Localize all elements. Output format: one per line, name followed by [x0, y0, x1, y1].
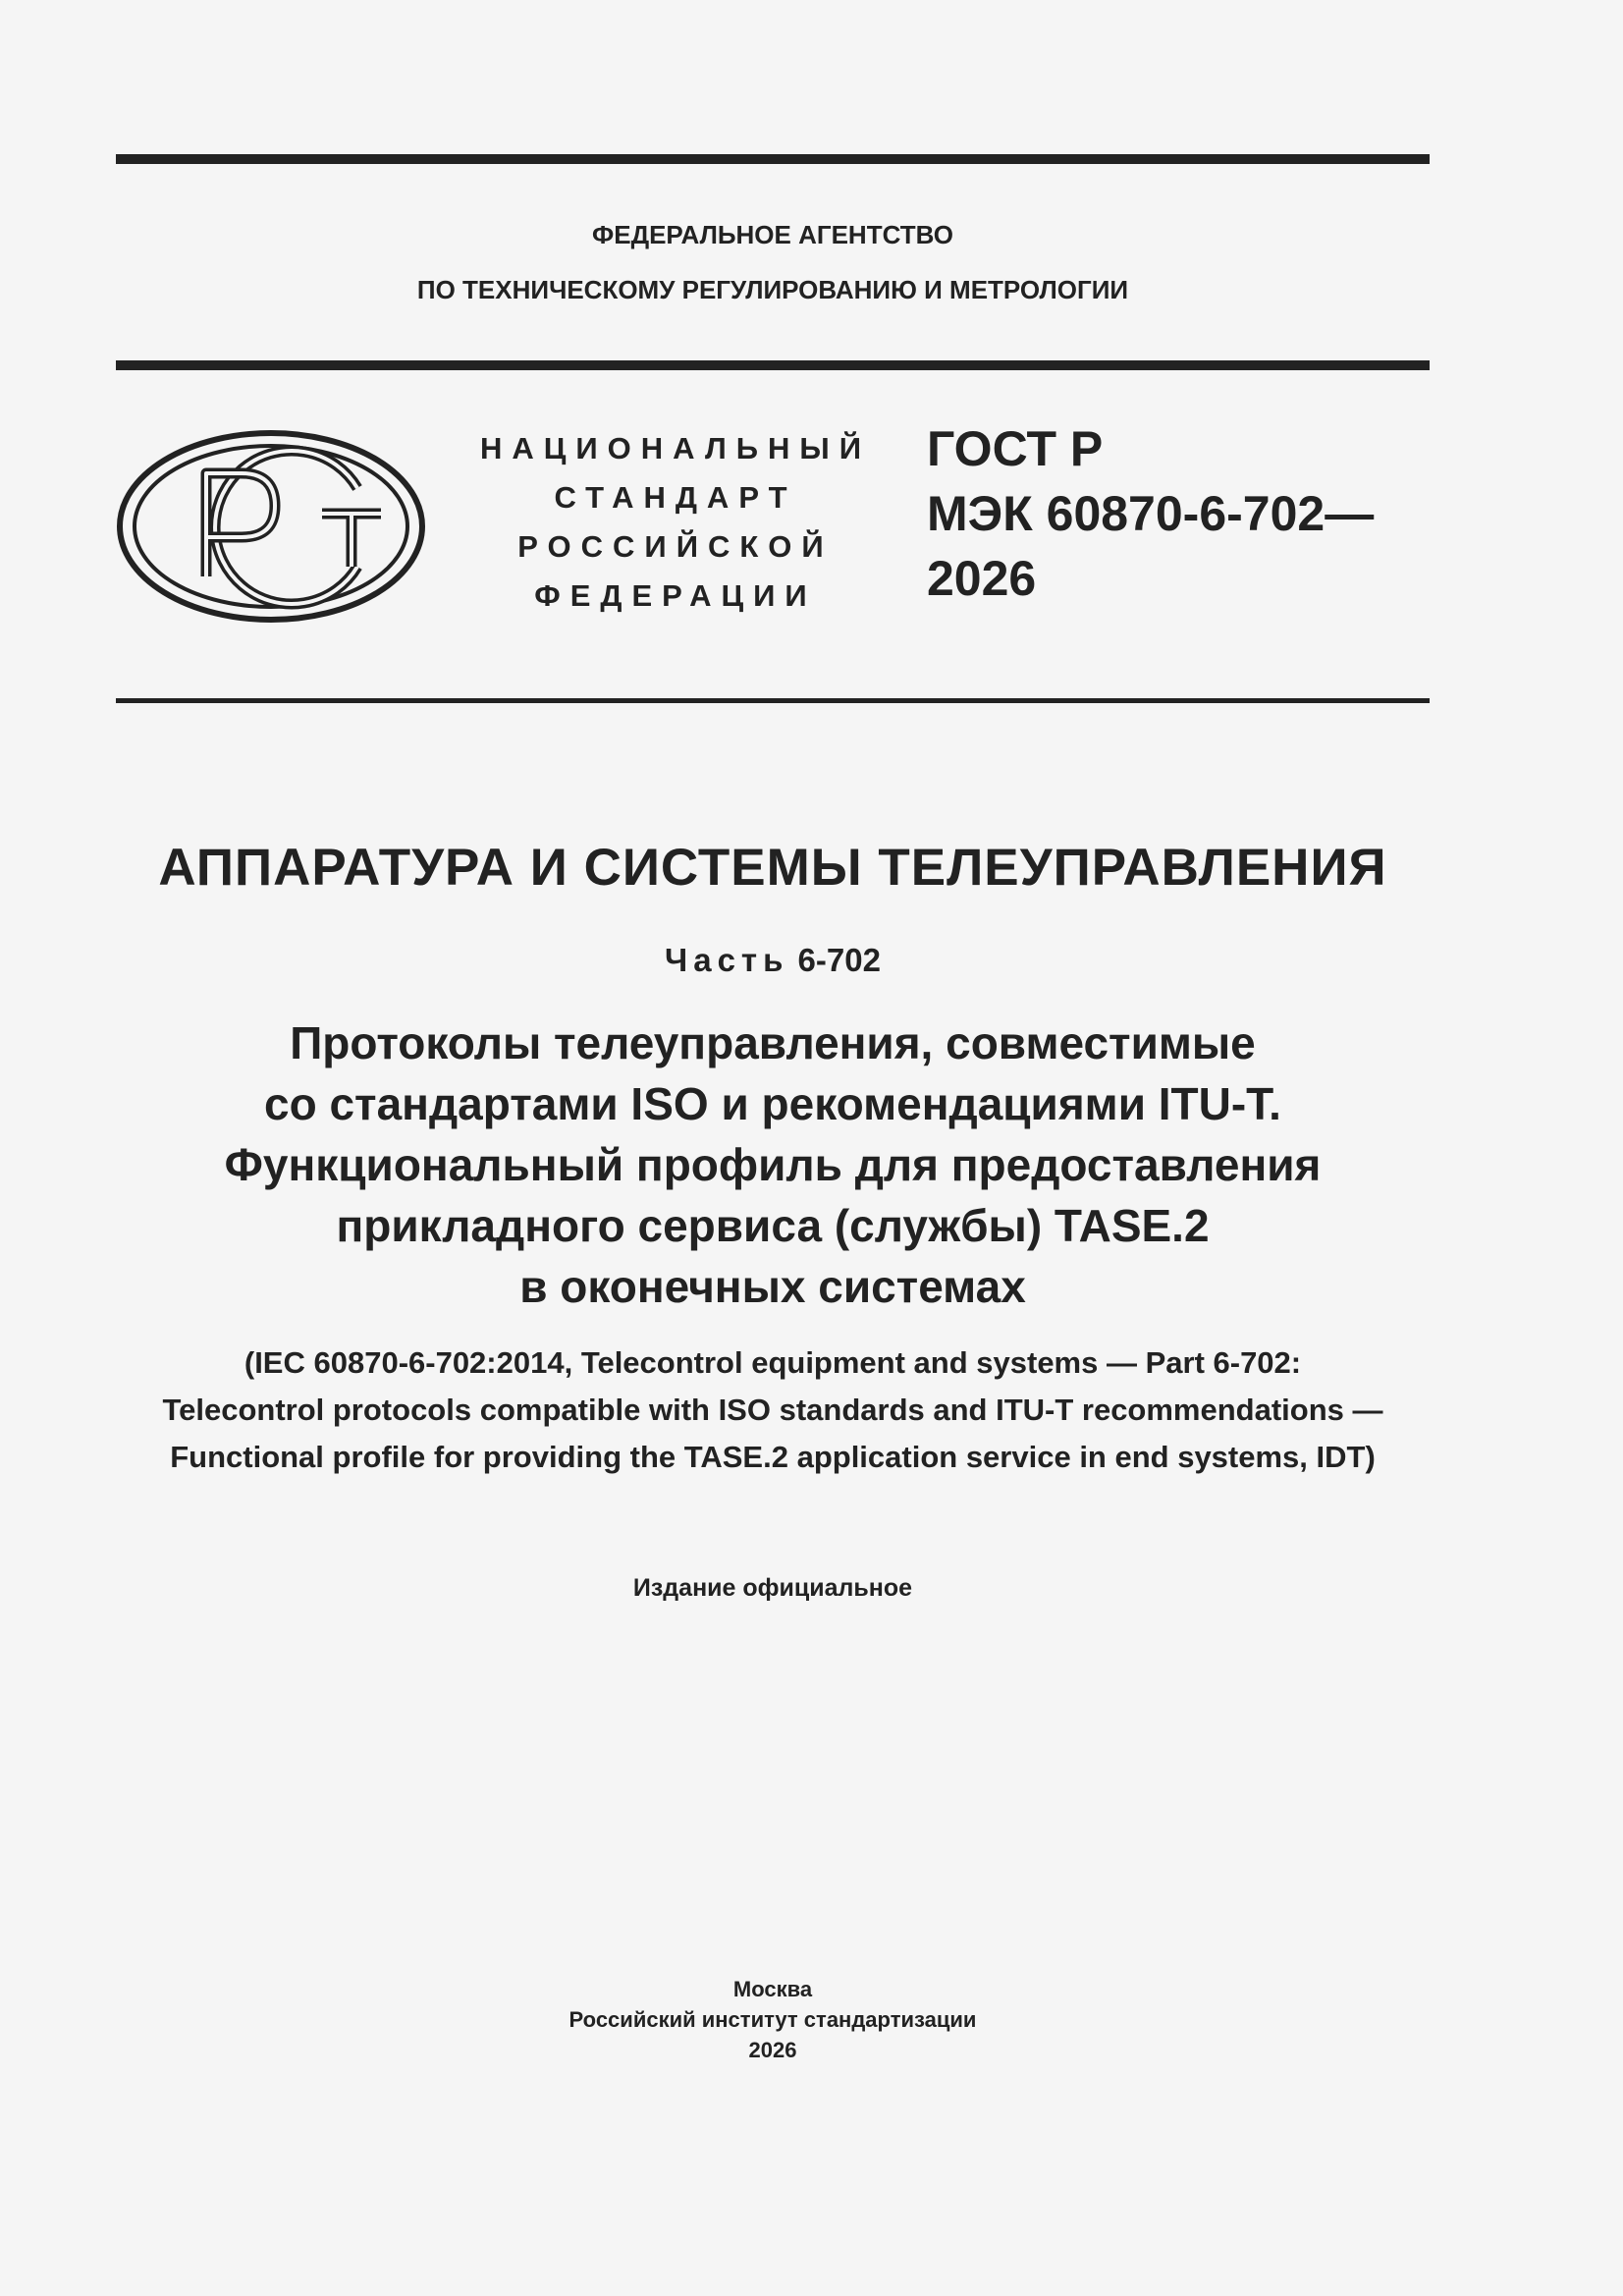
top-rule — [116, 154, 1430, 164]
iec-reference-line: Telecontrol protocols compatible with ISO standards and ITU-T recommendations — — [162, 1393, 1383, 1427]
designation-line: ГОСТ Р — [927, 421, 1104, 476]
designation-line: МЭК 60870-6-702— — [927, 486, 1375, 541]
iec-reference-line: Functional profile for providing the TASE.2 application service in end systems, IDT) — [170, 1440, 1376, 1474]
national-standard-line: СТАНДАРТ — [554, 480, 797, 515]
title-rule — [116, 698, 1430, 703]
edition-label: Издание официальное — [632, 1574, 913, 1602]
part-heading — [116, 942, 1430, 979]
header-rule — [116, 360, 1430, 370]
national-standard-line: ФЕДЕРАЦИИ — [534, 578, 817, 613]
standard-designation — [927, 416, 1418, 611]
subtitle-line: Протоколы телеуправления, совместимые — [290, 1017, 1256, 1068]
publisher-imprint — [116, 1974, 1430, 2065]
iec-reference — [116, 1339, 1430, 1481]
imprint-year: 2026 — [748, 2038, 797, 2062]
subtitle-line: прикладного сервиса (службы) TASE.2 — [336, 1200, 1210, 1251]
part-word: Часть — [665, 942, 789, 978]
designation-line: 2026 — [927, 551, 1037, 606]
subtitle-line: в оконечных системах — [519, 1261, 1026, 1312]
subtitle-line: со стандартами ISO и рекомендациями ITU-T. — [264, 1078, 1281, 1129]
imprint-publisher: Российский институт стандартизации — [568, 2007, 977, 2032]
iec-reference-line: (IEC 60870-6-702:2014, Telecontrol equipment and systems — Part 6-702: — [243, 1345, 1302, 1380]
document-subtitle — [116, 1012, 1430, 1317]
rst-emblem-icon — [116, 429, 426, 624]
national-standard-label — [469, 424, 882, 621]
agency-line-2: ПО ТЕХНИЧЕСКОМУ РЕГУЛИРОВАНИЮ И МЕТРОЛОГИИ — [416, 275, 1129, 304]
national-standard-line: НАЦИОНАЛЬНЫЙ — [479, 431, 872, 465]
national-standard-line: РОССИЙСКОЙ — [517, 529, 834, 564]
part-number: 6-702 — [797, 942, 881, 978]
imprint-city: Москва — [732, 1977, 813, 2001]
document-title: АППАРАТУРА И СИСТЕМЫ ТЕЛЕУПРАВЛЕНИЯ — [158, 839, 1387, 897]
subtitle-line: Функциональный профиль для предоставления — [224, 1139, 1322, 1190]
agency-line-1: ФЕДЕРАЛЬНОЕ АГЕНТСТВО — [592, 220, 953, 249]
